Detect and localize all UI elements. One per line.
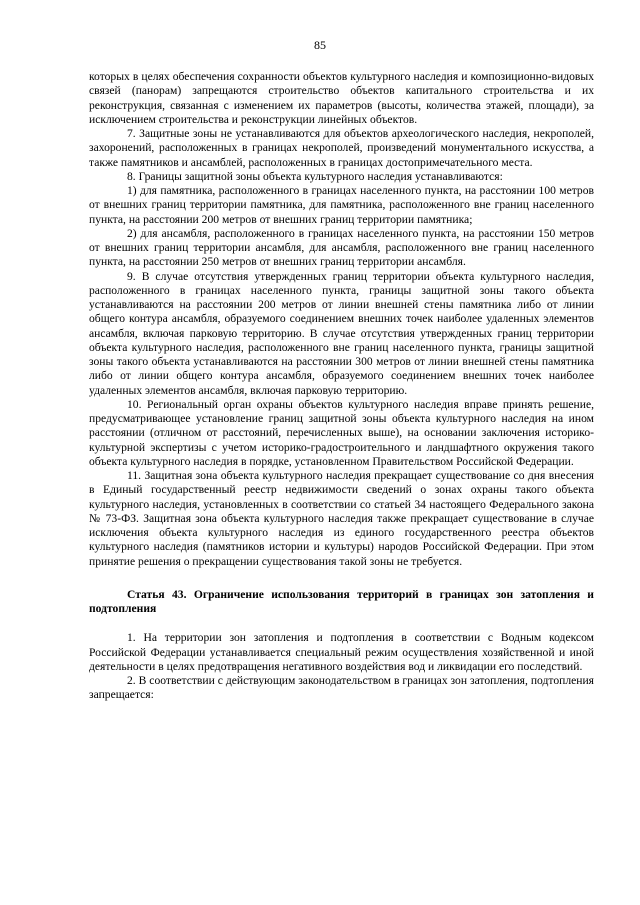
paragraph: 1. На территории зон затопления и подтопления в соответствии с Водным кодексом Российской Федерации устанавливается специальный режим осуществления хозяйственной и иной деятельности в целях предотвращения негативного воздействия вод и ликвидации его последствий. (89, 631, 594, 673)
paragraph: 11. Защитная зона объекта культурного наследия прекращает существование со дня внесения в Единый государственный реестр недвижимости сведений о зонах охраны такого объекта культурного наследия, установленных в соответствии со статьей 34 настоящего Федерального закона № 73-ФЗ. Защитная зона объекта культурного наследия также прекращает существование в случае исключения объекта культурного наследия из единого государственного реестра объектов культурного наследия (памятников истории и культуры) народов Российской Федерации. При этом принятие решения о прекращении существования такой зоны не требуется. (89, 469, 594, 568)
heading-spacer (89, 616, 594, 631)
article-heading: Статья 43. Ограничение использования территорий в границах зон затопления и подтопления (89, 587, 594, 615)
paragraph: 7. Защитные зоны не устанавливаются для объектов археологического наследия, некрополей, захоронений, расположенных в границах некрополей, произведений монументального искусства, а также памятников и ансамблей, расположенных в границах достопримечательного места. (89, 127, 594, 169)
document-body (89, 70, 594, 703)
paragraph: 2) для ансамбля, расположенного в границах населенного пункта, на расстоянии 150 метров от внешних границ территории ансамбля, для ансамбля, расположенного вне границ населенного пункта, на расстоянии 250 метров от внешних границ территории ансамбля. (89, 226, 594, 269)
paragraph: 9. В случае отсутствия утвержденных границ территории объекта культурного наследия, расположенного в границах населенного пункта, границы защитной зоны такого объекта устанавливаются на расстоянии 200 метров от линии внешней стены памятника либо от линии общего контура ансамбля, образуемого соединением внешних точек наиболее удаленных элементов ансамбля, включая парковую территорию. В случае отсутствия утвержденных границ территории объекта культурного наследия, расположенного вне границ населенного пункта, границы защитной зоны такого объекта устанавливаются на расстоянии 300 метров от линии внешней стены памятника либо от линии общего контура ансамбля, образуемого соединением внешних точек наиболее удаленных элементов ансамбля, включая парковую территорию. (89, 269, 594, 397)
paragraph: 10. Региональный орган охраны объектов культурного наследия вправе принять решение, предусматривающее установление границ защитной зоны объекта культурного наследия на ином расстоянии (отличном от расстояний, перечисленных выше), на основании заключения историко-культурной экспертизы с учетом историко-градостроительного и ландшафтного окружения такого объекта культурного наследия в порядке, установленном Правительством Российской Федерации. (89, 397, 594, 468)
paragraph: которых в целях обеспечения сохранности объектов культурного наследия и композиционно-видовых связей (панорам) запрещаются строительство объектов капитального строительства и их реконструкция, связанная с изменением их параметров (высоты, количества этажей, площади), за исключением строительства и реконструкции линейных объектов. (89, 70, 594, 126)
paragraph: 1) для памятника, расположенного в границах населенного пункта, на расстоянии 100 метров от внешних границ территории памятника, для памятника, расположенного вне границ населенного пункта, на расстоянии 200 метров от внешних границ территории памятника; (89, 184, 594, 226)
page-number: 85 (314, 38, 326, 52)
paragraph: 2. В соответствии с действующим законодательством в границах зон затопления, подтопления запрещается: (89, 674, 594, 702)
paragraph: 8. Границы защитной зоны объекта культурного наследия устанавливаются: (127, 169, 503, 183)
